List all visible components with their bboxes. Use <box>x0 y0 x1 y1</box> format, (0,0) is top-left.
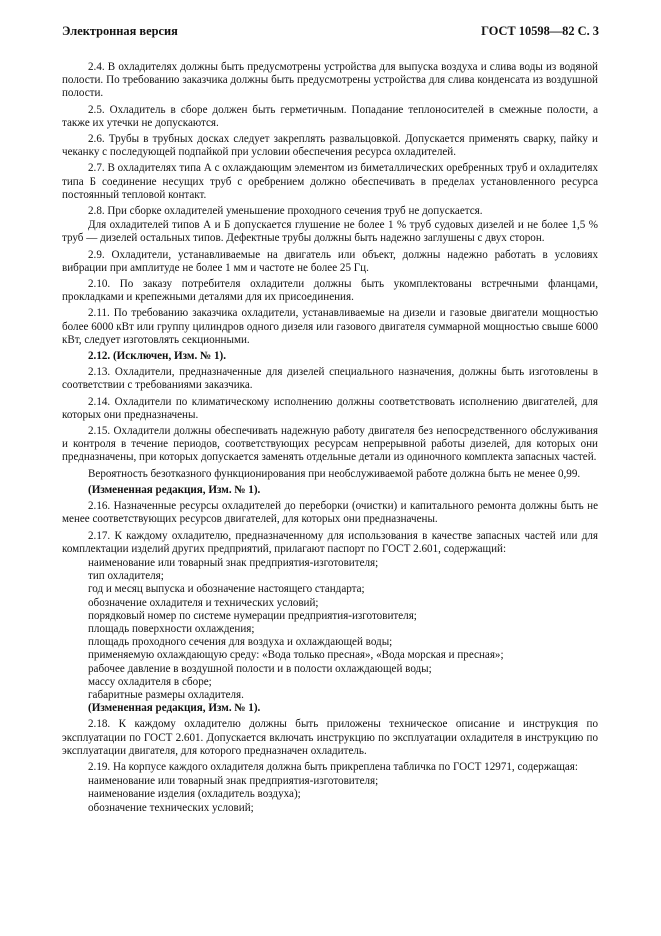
plate-contents-list <box>62 775 598 815</box>
list-item: применяемую охлаждающую среду: «Вода только пресная», «Вода морская и пресная»; <box>88 649 504 662</box>
clause-2-13: 2.13. Охладители, предназначенные для дизелей специального назначения, должны быть изготовлены в соответствии с требованиями заказчика. <box>62 366 598 392</box>
list-item: площадь поверхности охлаждения; <box>88 622 255 635</box>
clause-2-14: 2.14. Охладители по климатическому исполнению должны соответствовать исполнению двигателей, для которых они предназначены. <box>62 395 598 421</box>
list-item: площадь проходного сечения для воздуха и охлаждающей воды; <box>88 636 393 649</box>
passport-contents-list <box>62 557 598 702</box>
header-standard-page: ГОСТ 10598—82 С. 3 <box>481 24 599 38</box>
clause-2-7: 2.7. В охладителях типа А с охлаждающим элементом из биметаллических оребренных труб и охладителях типа Б соединение несущих труб с оребрением должно обеспечивать в пределах установленного ресурса постоянный тепловой контакт. <box>62 162 598 201</box>
header-electronic-version: Электронная версия <box>62 24 178 38</box>
list-item: массу охладителя в сборе; <box>88 675 212 688</box>
edition-note: (Измененная редакция, Изм. № 1). <box>88 483 261 496</box>
list-item: обозначение технических условий; <box>88 801 254 814</box>
list-item: габаритные размеры охладителя. <box>88 688 244 701</box>
list-item: тип охладителя; <box>88 570 164 583</box>
list-item: порядковый номер по системе нумерации предприятия-изготовителя; <box>88 609 417 622</box>
clause-2-9: 2.9. Охладители, устанавливаемые на двигатель или объект, должны надежно работать в условиях вибрации при амплитуде не более 1 мм и частоте не более 25 Гц. <box>62 248 598 274</box>
clause-2-16: 2.16. Назначенные ресурсы охладителей до переборки (очистки) и капитального ремонта должны быть не менее соответствующих ресурсов двигателей, для которых они предназначены. <box>62 500 598 526</box>
clause-2-6: 2.6. Трубы в трубных досках следует закреплять развальцовкой. Допускается применять сварку, пайку и чеканку с последующей подпайкой при условии обеспечения ресурса охладителей. <box>62 133 598 159</box>
page-header <box>62 24 599 44</box>
clause-2-17: 2.17. К каждому охладителю, предназначенному для использования в качестве запасных частей или для комплектации изделий других предприятий, прилагают паспорт по ГОСТ 2.601, содержащий: <box>62 529 598 555</box>
list-item: наименование или товарный знак предприятия-изготовителя; <box>88 556 379 569</box>
clause-2-18: 2.18. К каждому охладителю должны быть приложены техническое описание и инструкция по эксплуатации по ГОСТ 2.601. Допускается включать инструкцию по эксплуатации охладителя в инструкцию по эксплуатации двигателя, для которого предназначен охладитель. <box>62 718 598 757</box>
clause-2-4: 2.4. В охладителях должны быть предусмотрены устройства для выпуска воздуха и слива воды из водяной полости. По требованию заказчика должны быть предусмотрены устройства для слива конденсата из воздушной полости. <box>62 61 598 100</box>
list-item: год и месяц выпуска и обозначение настоящего стандарта; <box>88 583 365 596</box>
document-body <box>62 61 598 815</box>
list-item: наименование или товарный знак предприятия-изготовителя; <box>88 775 379 788</box>
list-item: обозначение охладителя и технических условий; <box>88 596 319 609</box>
list-item: наименование изделия (охладитель воздуха); <box>88 788 301 801</box>
clause-2-15: 2.15. Охладители должны обеспечивать надежную работу двигателя без непосредственного обслуживания и контроля в течение периодов, соответствующих ресурсам непрерывной работы дизелей, для которых они предназначены, при которых допускается заменять отдельные детали из одиночного комплекта запасных частей. <box>62 425 598 464</box>
clause-2-15-continued: Вероятность безотказного функционирования при необслуживаемой работе должна быть не менее 0,99. <box>88 467 581 480</box>
edition-note: (Измененная редакция, Изм. № 1). <box>88 702 261 715</box>
clause-2-5: 2.5. Охладитель в сборе должен быть герметичным. Попадание теплоносителей в смежные полости, а также их утечки не допускаются. <box>62 103 598 129</box>
clause-2-10: 2.10. По заказу потребителя охладители должны быть укомплектованы встречными фланцами, прокладками и крепежными деталями для их присоединения. <box>62 278 598 304</box>
clause-2-12: 2.12. (Исключен, Изм. № 1). <box>88 350 226 363</box>
list-item: рабочее давление в воздушной полости и в полости охлаждающей воды; <box>88 662 432 675</box>
clause-2-8-continued: Для охладителей типов А и Б допускается глушение не более 1 % труб судовых дизелей и не более 1,5 % труб — дизелей остальных типов. Дефектные трубы должны быть надежно заглушены с двух сторон. <box>62 219 598 245</box>
clause-2-11: 2.11. По требованию заказчика охладители, устанавливаемые на дизели и газовые двигатели мощностью более 6000 кВт или группу цилиндров одного дизеля или газового двигателя суммарной мощностью свыше 6000 кВт, следует изготовлять секционными. <box>62 307 598 346</box>
clause-2-19: 2.19. На корпусе каждого охладителя должна быть прикреплена табличка по ГОСТ 12971, содержащая: <box>88 760 578 773</box>
clause-2-8: 2.8. При сборке охладителей уменьшение проходного сечения труб не допускается. <box>88 205 483 218</box>
